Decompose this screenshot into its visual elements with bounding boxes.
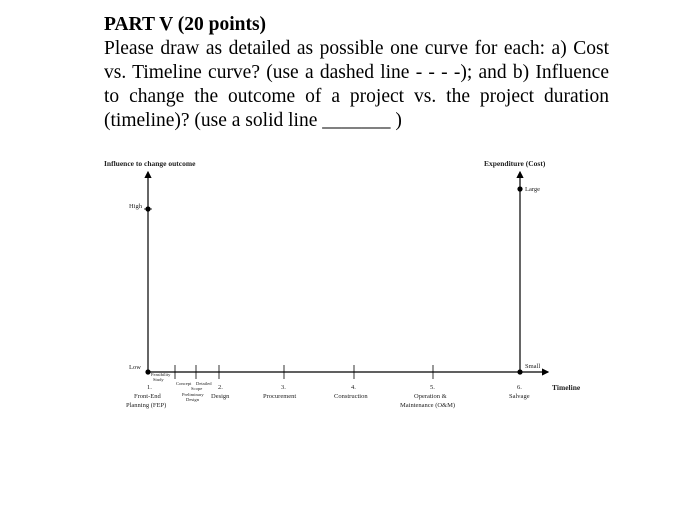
phase-4-number: 4. [351, 384, 356, 391]
phase-5-label: Operation & [414, 393, 447, 400]
phase-1-number: 1. [147, 384, 152, 391]
high-label: High [129, 203, 142, 210]
small-marker [517, 369, 522, 374]
question-text: Please draw as detailed as possible one curve for each: a) Cost vs. Timeline curve? (use a dashed line - - - -); and b) Influence to change the outcome of a project vs. the project duration (timeline)? (use a solid line _______ ) [104, 38, 609, 131]
detailed-label-line1: Detailed [196, 381, 212, 386]
question-heading: PART V (20 points) [104, 14, 267, 35]
timeline-label: Timeline [552, 383, 581, 392]
phase-4-label: Construction [334, 393, 368, 400]
phase-6-label: Salvage [509, 393, 530, 400]
phase-4 [334, 384, 368, 400]
phase-1 [126, 384, 166, 409]
phase-5-number: 5. [430, 384, 435, 391]
large-label: Large [525, 186, 541, 193]
low-label: Low [129, 364, 141, 371]
phase-2-number: 2. [218, 384, 223, 391]
phase-6-number: 6. [517, 384, 522, 391]
feasibility-label-line2: Study [153, 377, 164, 382]
phase-6 [509, 384, 530, 400]
large-marker [517, 186, 522, 191]
phase-3-number: 3. [281, 384, 286, 391]
left-axis-title: Influence to change outcome [104, 159, 196, 168]
concept-label: Concept [176, 381, 192, 386]
low-marker [145, 369, 150, 374]
phase-3-label: Procurement [263, 393, 297, 400]
phase-1-label-line2: Planning (FEP) [126, 402, 167, 409]
phase-2-label: Design [211, 393, 230, 400]
phase-2 [211, 384, 230, 400]
small-label: Small [525, 363, 541, 370]
phase-5 [400, 384, 455, 409]
preliminary-label-line1: Preliminary [182, 392, 204, 397]
detailed-label-line2: Scope [191, 386, 203, 391]
phase-5-label-line2: Maintenance (O&M) [400, 402, 456, 409]
preliminary-label-line2: Design [186, 397, 200, 402]
high-marker [145, 206, 150, 211]
phase-3 [263, 384, 296, 400]
right-axis-title: Expenditure (Cost) [484, 159, 546, 168]
feasibility-label-line1: Feasibility [151, 372, 171, 377]
phase-1-label: Front-End [134, 393, 161, 400]
